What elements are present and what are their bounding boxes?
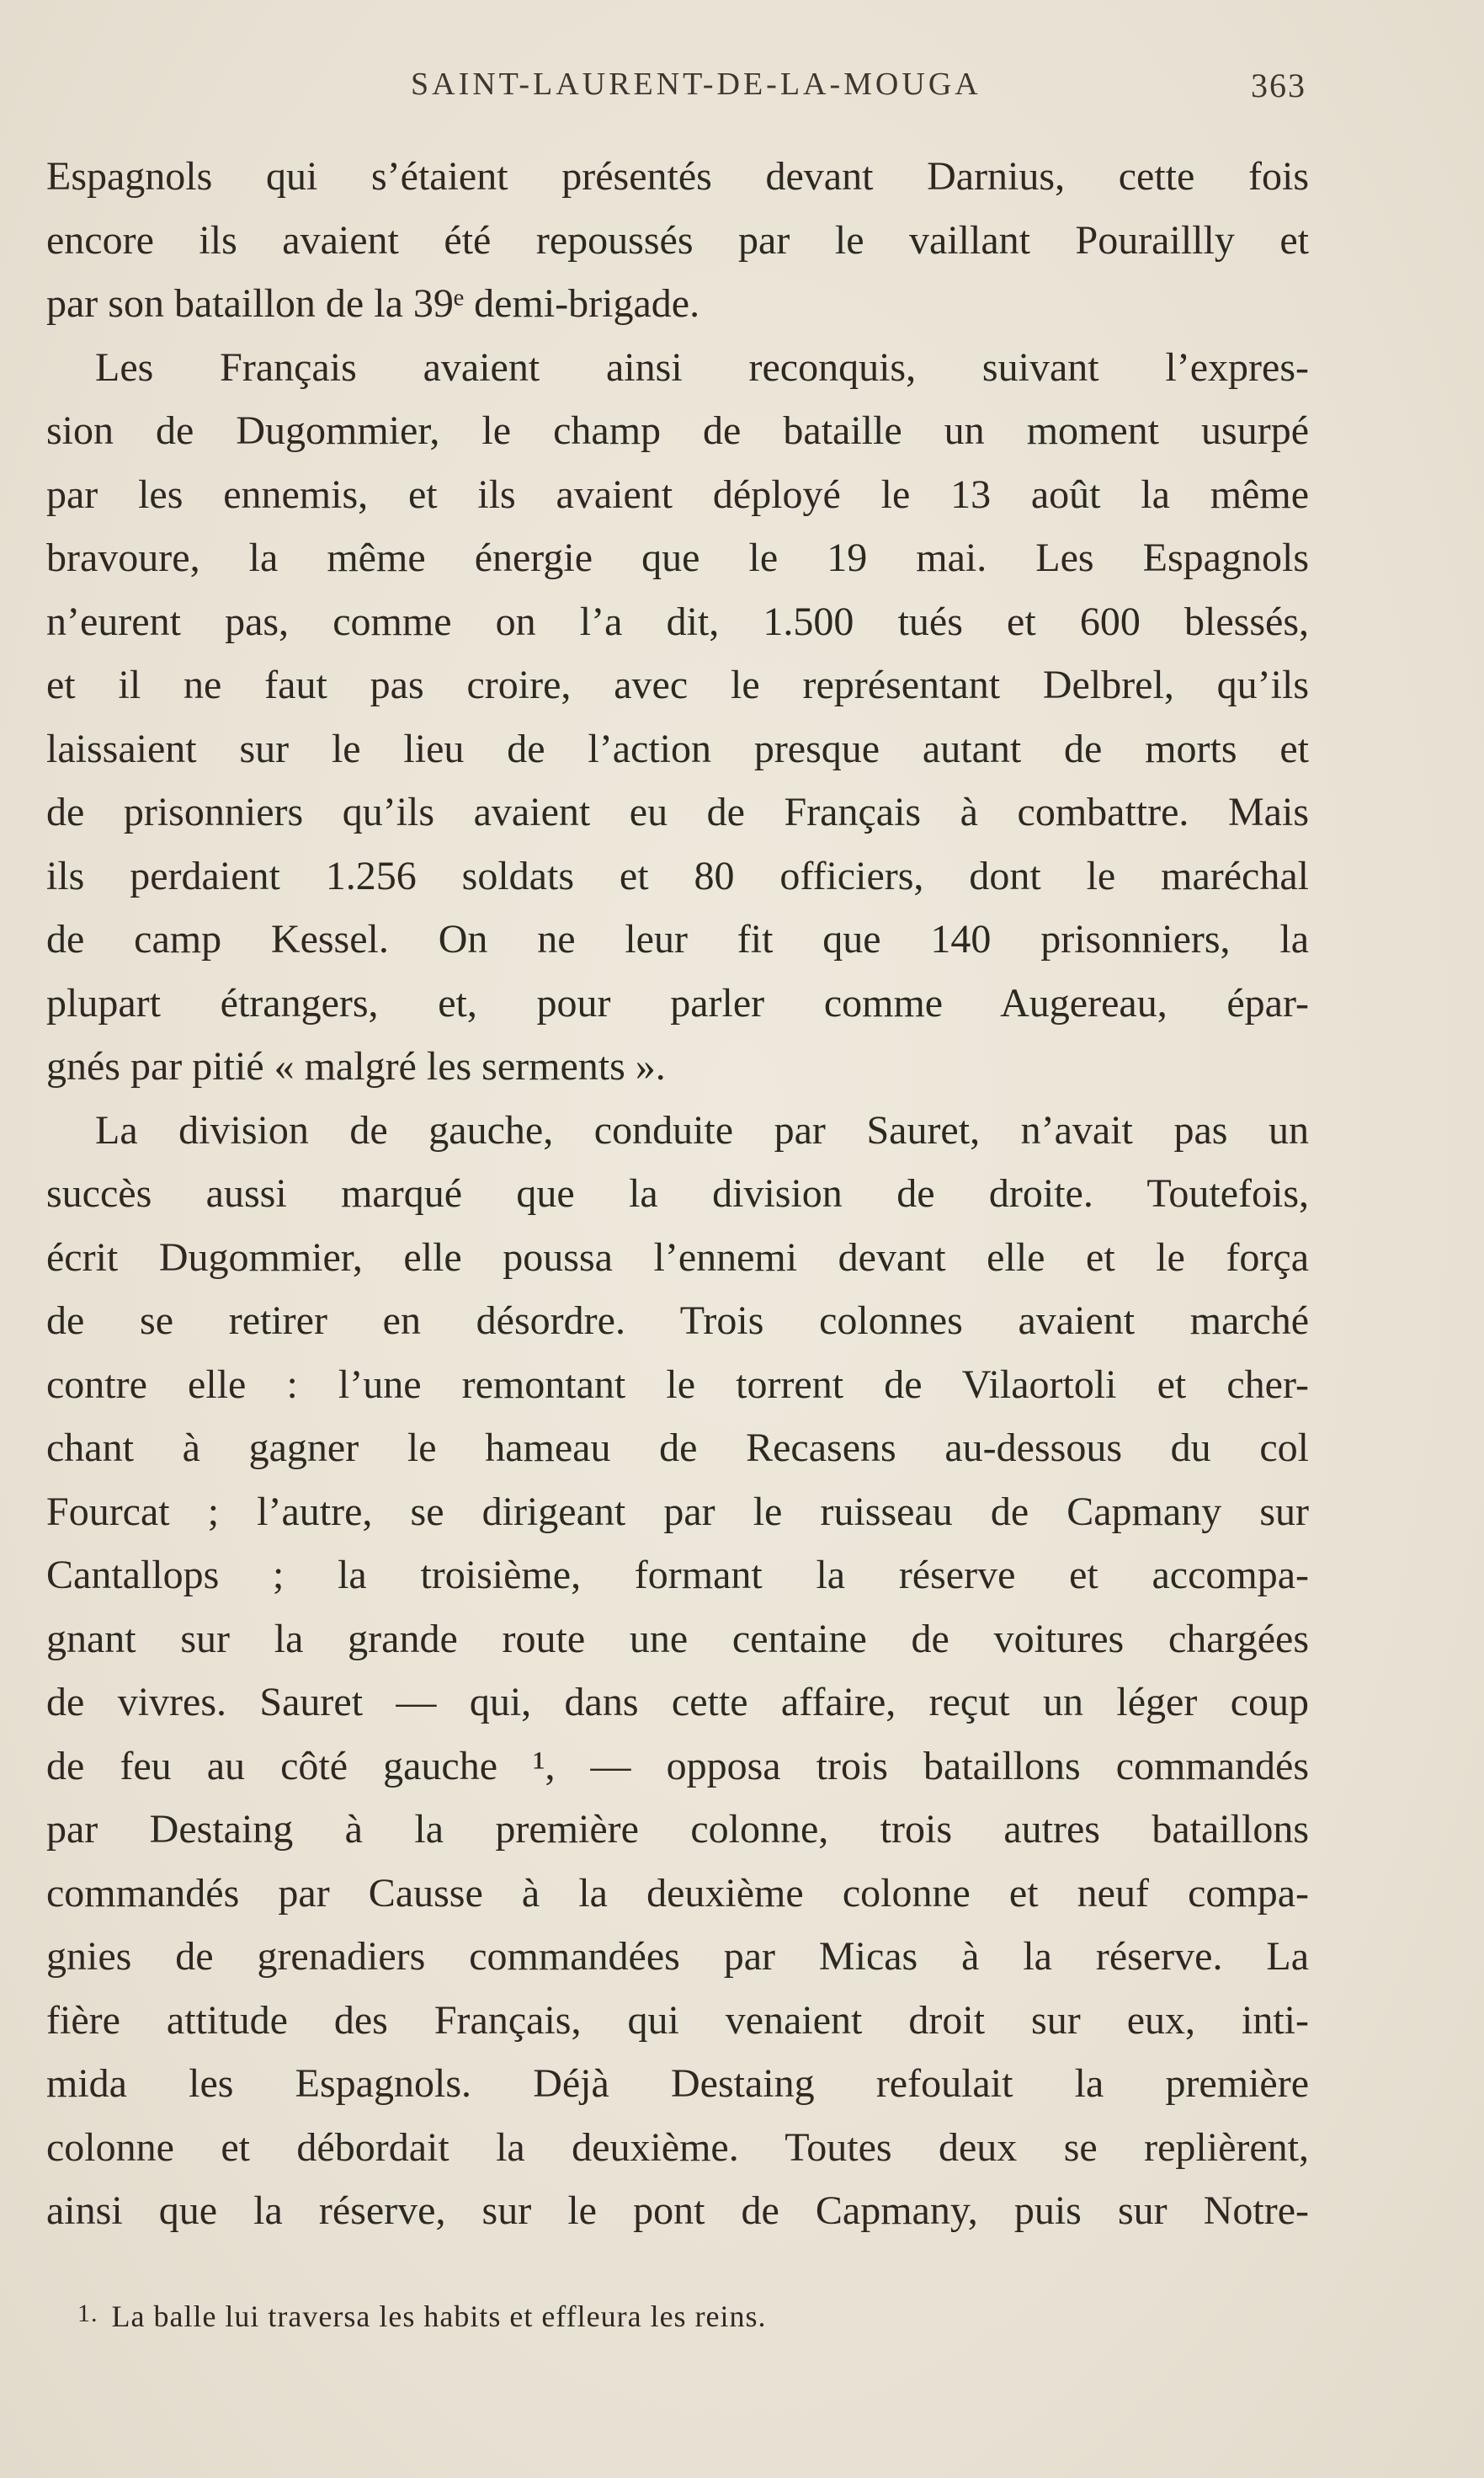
text-line: sion de Dugommier, le champ de bataille un moment usurpé	[46, 408, 1309, 453]
text-line: gnies de grenadiers commandées par Micas à la réserve. La	[46, 1934, 1309, 1979]
text-line: de prisonniers qu’ils avaient eu de Français à combattre. Mais	[46, 790, 1309, 834]
footnote-mark: 1.	[77, 2299, 98, 2327]
body-text	[46, 145, 1309, 2243]
text-line: plupart étrangers, et, pour parler comme Augereau, épar-	[46, 980, 1309, 1026]
text-line: par Destaing à la première colonne, trois autres bataillons	[46, 1807, 1309, 1852]
text-line: contre elle : l’une remontant le torrent de Vilaortoli et cher-	[46, 1362, 1309, 1407]
text-line: Espagnols qui s’étaient présentés devant Darnius, cette fois	[46, 154, 1309, 199]
footnote	[77, 2299, 1088, 2334]
text-line: ils perdaient 1.256 soldats et 80 officiers, dont le maréchal	[46, 853, 1309, 898]
running-title: SAINT-LAURENT-DE-LA-MOUGA	[411, 67, 981, 102]
text-line: laissaient sur le lieu de l’action presque autant de morts et	[46, 726, 1309, 771]
text-line: par son bataillon de la 39ᵉ demi-brigade.	[46, 281, 700, 326]
text-line: fière attitude des Français, qui venaient droit sur eux, inti-	[46, 1997, 1309, 2043]
text-line: Cantallops ; la troisième, formant la réserve et accompa-	[46, 1553, 1309, 1597]
text-line: succès aussi marqué que la division de droite. Toutefois,	[46, 1171, 1309, 1216]
text-line: encore ils avaient été repoussés par le vaillant Pouraillly et	[46, 217, 1309, 263]
text-line: commandés par Causse à la deuxième colonne et neuf compa-	[46, 1870, 1309, 1916]
text-line: chant à gagner le hameau de Recasens au-dessous du col	[46, 1426, 1309, 1470]
text-line: mida les Espagnols. Déjà Destaing refoulait la première	[46, 2061, 1309, 2106]
page-number: 363	[1251, 67, 1306, 104]
text-line: Fourcat ; l’autre, se dirigeant par le ruisseau de Capmany sur	[46, 1489, 1309, 1534]
text-line: de camp Kessel. On ne leur fit que 140 prisonniers, la	[46, 917, 1309, 962]
text-line: de feu au côté gauche ¹, — opposa trois bataillons commandés	[46, 1743, 1309, 1788]
text-line: n’eurent pas, comme on l’a dit, 1.500 tués et 600 blessés,	[46, 599, 1309, 644]
text-line: colonne et débordait la deuxième. Toutes deux se replièrent,	[46, 2124, 1309, 2170]
text-line: de vivres. Sauret — qui, dans cette affaire, reçut un léger coup	[46, 1680, 1309, 1724]
text-line: gnant sur la grande route une centaine de voitures chargées	[46, 1616, 1309, 1661]
text-line: par les ennemis, et ils avaient déployé le 13 août la même	[46, 472, 1309, 517]
running-head	[0, 66, 1484, 116]
text-line: écrit Dugommier, elle poussa l’ennemi devant elle et le força	[46, 1234, 1309, 1280]
text-line: La division de gauche, conduite par Sauret, n’avait pas un	[95, 1107, 1309, 1153]
text-line: et il ne faut pas croire, avec le représentant Delbrel, qu’ils	[46, 663, 1309, 707]
footnote-text: La balle lui traversa les habits et effleura les reins.	[111, 2299, 767, 2333]
text-line: Les Français avaient ainsi reconquis, suivant l’expres-	[95, 344, 1309, 390]
text-line: bravoure, la même énergie que le 19 mai. Les Espagnols	[46, 536, 1309, 580]
text-line: de se retirer en désordre. Trois colonnes avaient marché	[46, 1298, 1309, 1343]
text-line: ainsi que la réserve, sur le pont de Capmany, puis sur Notre-	[46, 2188, 1309, 2233]
text-line: gnés par pitié « malgré les serments ».	[46, 1044, 666, 1089]
